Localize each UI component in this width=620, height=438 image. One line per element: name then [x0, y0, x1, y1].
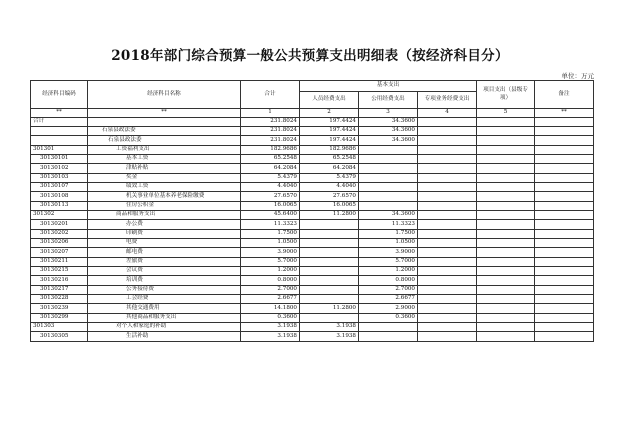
table-row — [31, 295, 594, 304]
unit-label: 单位：万元 — [561, 72, 594, 80]
cell-special — [418, 295, 477, 304]
cell-special — [418, 201, 477, 210]
cell-total: 1.0500 — [241, 238, 300, 247]
cell-public: 11.3323 — [359, 220, 418, 229]
cell-code: 30130206 — [31, 238, 88, 247]
table-row — [31, 238, 594, 247]
cell-total: 3.1938 — [241, 323, 300, 332]
cell-personnel: 182.9686 — [300, 145, 359, 154]
table-row — [31, 192, 594, 201]
cell-personnel: 16.0065 — [300, 201, 359, 210]
column-index-cell: 4 — [418, 109, 477, 118]
cell-personnel — [300, 267, 359, 276]
cell-special — [418, 136, 477, 145]
cell-note — [535, 210, 594, 219]
header-code: 经济科目编码 — [31, 81, 88, 109]
cell-note — [535, 154, 594, 163]
cell-code: 30130215 — [31, 267, 88, 276]
cell-code: 30130101 — [31, 154, 88, 163]
cell-total: 0.8000 — [241, 276, 300, 285]
cell-total: 231.8024 — [241, 136, 300, 145]
cell-project — [477, 257, 535, 266]
cell-public: 1.2000 — [359, 267, 418, 276]
cell-total: 2.7000 — [241, 285, 300, 294]
cell-personnel: 27.6570 — [300, 192, 359, 201]
cell-code: 30130201 — [31, 220, 88, 229]
header-special: 专项业务经费支出 — [418, 92, 477, 109]
cell-project — [477, 154, 535, 163]
cell-public: 34.3600 — [359, 136, 418, 145]
cell-special — [418, 173, 477, 182]
cell-code: 301302 — [31, 210, 88, 219]
column-index-cell: ** — [535, 109, 594, 118]
header-personnel: 人员经费支出 — [300, 92, 359, 109]
budget-table — [30, 80, 594, 342]
column-index-cell: ** — [31, 109, 88, 118]
column-index-cell: ** — [88, 109, 241, 118]
cell-project — [477, 238, 535, 247]
column-index-cell: 3 — [359, 109, 418, 118]
report-title: 2018年部门综合预算一般公共预算支出明细表（按经济科目分） — [111, 48, 509, 64]
table-row — [31, 145, 594, 154]
cell-code: 30130107 — [31, 182, 88, 191]
cell-name: 商品和服务支出 — [88, 210, 241, 219]
cell-name: 印刷费 — [88, 229, 241, 238]
cell-personnel: 64.2084 — [300, 164, 359, 173]
cell-public — [359, 332, 418, 341]
cell-public — [359, 182, 418, 191]
cell-public: 5.7000 — [359, 257, 418, 266]
cell-project — [477, 210, 535, 219]
table-row — [31, 267, 594, 276]
table-row — [31, 332, 594, 341]
cell-total: 0.3600 — [241, 313, 300, 322]
cell-note — [535, 117, 594, 126]
cell-total: 3.9000 — [241, 248, 300, 257]
table-row — [31, 304, 594, 313]
cell-total: 27.6570 — [241, 192, 300, 201]
cell-special — [418, 323, 477, 332]
cell-special — [418, 285, 477, 294]
table-row — [31, 173, 594, 182]
table-row — [31, 220, 594, 229]
cell-total: 2.6677 — [241, 295, 300, 304]
cell-note — [535, 201, 594, 210]
table-row — [31, 201, 594, 210]
cell-project — [477, 295, 535, 304]
cell-code — [31, 126, 88, 135]
cell-name: 公务接待费 — [88, 285, 241, 294]
cell-note — [535, 164, 594, 173]
cell-personnel: 11.2800 — [300, 304, 359, 313]
cell-note — [535, 248, 594, 257]
cell-special — [418, 257, 477, 266]
cell-project — [477, 164, 535, 173]
cell-special — [418, 154, 477, 163]
cell-public: 1.0500 — [359, 238, 418, 247]
cell-name: 生活补助 — [88, 332, 241, 341]
cell-project — [477, 248, 535, 257]
cell-total: 5.4379 — [241, 173, 300, 182]
cell-special — [418, 164, 477, 173]
cell-project — [477, 201, 535, 210]
header-name: 经济科目名称 — [88, 81, 241, 109]
cell-name: 对个人和家庭的补助 — [88, 323, 241, 332]
cell-personnel — [300, 276, 359, 285]
cell-special — [418, 210, 477, 219]
cell-name: 津贴补贴 — [88, 164, 241, 173]
cell-name: 绩效工资 — [88, 182, 241, 191]
cell-personnel: 3.1938 — [300, 323, 359, 332]
cell-note — [535, 229, 594, 238]
table-row — [31, 117, 594, 126]
table-row — [31, 182, 594, 191]
cell-project — [477, 332, 535, 341]
cell-project — [477, 267, 535, 276]
cell-project — [477, 192, 535, 201]
cell-note — [535, 126, 594, 135]
table-row — [31, 257, 594, 266]
cell-total: 14.1800 — [241, 304, 300, 313]
cell-public — [359, 164, 418, 173]
cell-name: 培训费 — [88, 276, 241, 285]
cell-special — [418, 267, 477, 276]
cell-project — [477, 145, 535, 154]
cell-personnel — [300, 285, 359, 294]
cell-special — [418, 126, 477, 135]
cell-note — [535, 192, 594, 201]
cell-personnel: 197.4424 — [300, 126, 359, 135]
cell-special — [418, 192, 477, 201]
cell-special — [418, 238, 477, 247]
cell-code: 30130102 — [31, 164, 88, 173]
cell-note — [535, 276, 594, 285]
cell-special — [418, 220, 477, 229]
cell-public: 0.3600 — [359, 313, 418, 322]
cell-personnel — [300, 248, 359, 257]
table-body — [31, 117, 594, 341]
cell-public: 0.8000 — [359, 276, 418, 285]
column-index-cell: 5 — [477, 109, 535, 118]
table-row — [31, 136, 594, 145]
table-row — [31, 313, 594, 322]
table-row — [31, 154, 594, 163]
cell-name: 基本工资 — [88, 154, 241, 163]
cell-public — [359, 145, 418, 154]
cell-total: 45.6400 — [241, 210, 300, 219]
cell-public: 34.3600 — [359, 117, 418, 126]
cell-project — [477, 285, 535, 294]
cell-public — [359, 154, 418, 163]
cell-note — [535, 257, 594, 266]
cell-personnel — [300, 295, 359, 304]
cell-code: 30130103 — [31, 173, 88, 182]
cell-note — [535, 238, 594, 247]
cell-name — [88, 117, 241, 126]
cell-public: 1.7500 — [359, 229, 418, 238]
header-note: 备注 — [535, 81, 594, 109]
cell-project — [477, 276, 535, 285]
cell-public: 34.3600 — [359, 210, 418, 219]
cell-personnel — [300, 313, 359, 322]
cell-total: 16.0065 — [241, 201, 300, 210]
cell-total: 11.3323 — [241, 220, 300, 229]
cell-special — [418, 229, 477, 238]
cell-code: 30130299 — [31, 313, 88, 322]
cell-project — [477, 182, 535, 191]
table-row — [31, 276, 594, 285]
cell-personnel — [300, 257, 359, 266]
cell-note — [535, 182, 594, 191]
column-index-cell: 1 — [241, 109, 300, 118]
cell-note — [535, 323, 594, 332]
cell-project — [477, 126, 535, 135]
cell-public — [359, 323, 418, 332]
table-row — [31, 126, 594, 135]
cell-name: 机关事业单位基本养老保险缴费 — [88, 192, 241, 201]
cell-total: 4.4040 — [241, 182, 300, 191]
cell-code: 30130228 — [31, 295, 88, 304]
cell-personnel: 4.4040 — [300, 182, 359, 191]
cell-project — [477, 229, 535, 238]
cell-note — [535, 285, 594, 294]
cell-project — [477, 313, 535, 322]
cell-public: 2.6677 — [359, 295, 418, 304]
cell-code: 30130202 — [31, 229, 88, 238]
cell-note — [535, 145, 594, 154]
table-row — [31, 164, 594, 173]
column-index-row — [31, 109, 594, 118]
cell-name: 石泉县政法委 — [88, 136, 241, 145]
cell-code: 30130217 — [31, 285, 88, 294]
cell-project — [477, 323, 535, 332]
cell-total: 1.7500 — [241, 229, 300, 238]
cell-public — [359, 201, 418, 210]
cell-personnel: 197.4424 — [300, 117, 359, 126]
cell-personnel: 65.2548 — [300, 154, 359, 163]
cell-note — [535, 295, 594, 304]
cell-total: 64.2084 — [241, 164, 300, 173]
cell-special — [418, 145, 477, 154]
table-header — [31, 81, 594, 118]
cell-note — [535, 313, 594, 322]
cell-name: 其他商品和服务支出 — [88, 313, 241, 322]
cell-project — [477, 173, 535, 182]
cell-total: 65.2548 — [241, 154, 300, 163]
cell-code: 30130113 — [31, 201, 88, 210]
cell-name: 工会经费 — [88, 295, 241, 304]
cell-name: 其他交通费用 — [88, 304, 241, 313]
cell-name: 住房公积金 — [88, 201, 241, 210]
cell-code: 301303 — [31, 323, 88, 332]
cell-personnel — [300, 220, 359, 229]
cell-code: 30130239 — [31, 304, 88, 313]
cell-special — [418, 313, 477, 322]
cell-note — [535, 220, 594, 229]
cell-total: 231.8024 — [241, 117, 300, 126]
cell-special — [418, 117, 477, 126]
cell-public — [359, 173, 418, 182]
header-public: 公用经费支出 — [359, 92, 418, 109]
cell-total: 231.8024 — [241, 126, 300, 135]
cell-code: 30130108 — [31, 192, 88, 201]
table-row — [31, 248, 594, 257]
cell-name: 差旅费 — [88, 257, 241, 266]
cell-name: 办公费 — [88, 220, 241, 229]
cell-note — [535, 332, 594, 341]
cell-total: 3.1938 — [241, 332, 300, 341]
cell-note — [535, 304, 594, 313]
cell-code: 合计 — [31, 117, 88, 126]
cell-code: 30130305 — [31, 332, 88, 341]
cell-name: 奖金 — [88, 173, 241, 182]
cell-note — [535, 267, 594, 276]
cell-name: 会议费 — [88, 267, 241, 276]
table-row — [31, 229, 594, 238]
cell-note — [535, 136, 594, 145]
cell-code: 301301 — [31, 145, 88, 154]
cell-public — [359, 192, 418, 201]
cell-code: 30130207 — [31, 248, 88, 257]
table-row — [31, 285, 594, 294]
cell-project — [477, 117, 535, 126]
cell-code — [31, 136, 88, 145]
header-basic: 基本支出 — [300, 81, 477, 92]
cell-public: 2.7000 — [359, 285, 418, 294]
cell-public: 3.9000 — [359, 248, 418, 257]
cell-personnel: 5.4379 — [300, 173, 359, 182]
cell-special — [418, 276, 477, 285]
cell-name: 石泉县政法委 — [88, 126, 241, 135]
cell-personnel: 11.2800 — [300, 210, 359, 219]
header-project: 项目支出（县级专项） — [477, 81, 535, 109]
cell-total: 1.2000 — [241, 267, 300, 276]
header-total: 合计 — [241, 81, 300, 109]
cell-public: 34.3600 — [359, 126, 418, 135]
cell-project — [477, 220, 535, 229]
cell-special — [418, 182, 477, 191]
cell-total: 5.7000 — [241, 257, 300, 266]
column-index-cell: 2 — [300, 109, 359, 118]
cell-public: 2.9000 — [359, 304, 418, 313]
cell-personnel: 3.1938 — [300, 332, 359, 341]
cell-special — [418, 248, 477, 257]
cell-name: 邮电费 — [88, 248, 241, 257]
cell-special — [418, 332, 477, 341]
table-row — [31, 210, 594, 219]
cell-personnel — [300, 229, 359, 238]
cell-total: 182.9686 — [241, 145, 300, 154]
cell-code: 30130211 — [31, 257, 88, 266]
cell-note — [535, 173, 594, 182]
table-row — [31, 323, 594, 332]
cell-project — [477, 136, 535, 145]
cell-name: 电费 — [88, 238, 241, 247]
cell-project — [477, 304, 535, 313]
cell-personnel — [300, 238, 359, 247]
cell-personnel: 197.4424 — [300, 136, 359, 145]
cell-name: 工资福利支出 — [88, 145, 241, 154]
cell-code: 30130216 — [31, 276, 88, 285]
cell-special — [418, 304, 477, 313]
